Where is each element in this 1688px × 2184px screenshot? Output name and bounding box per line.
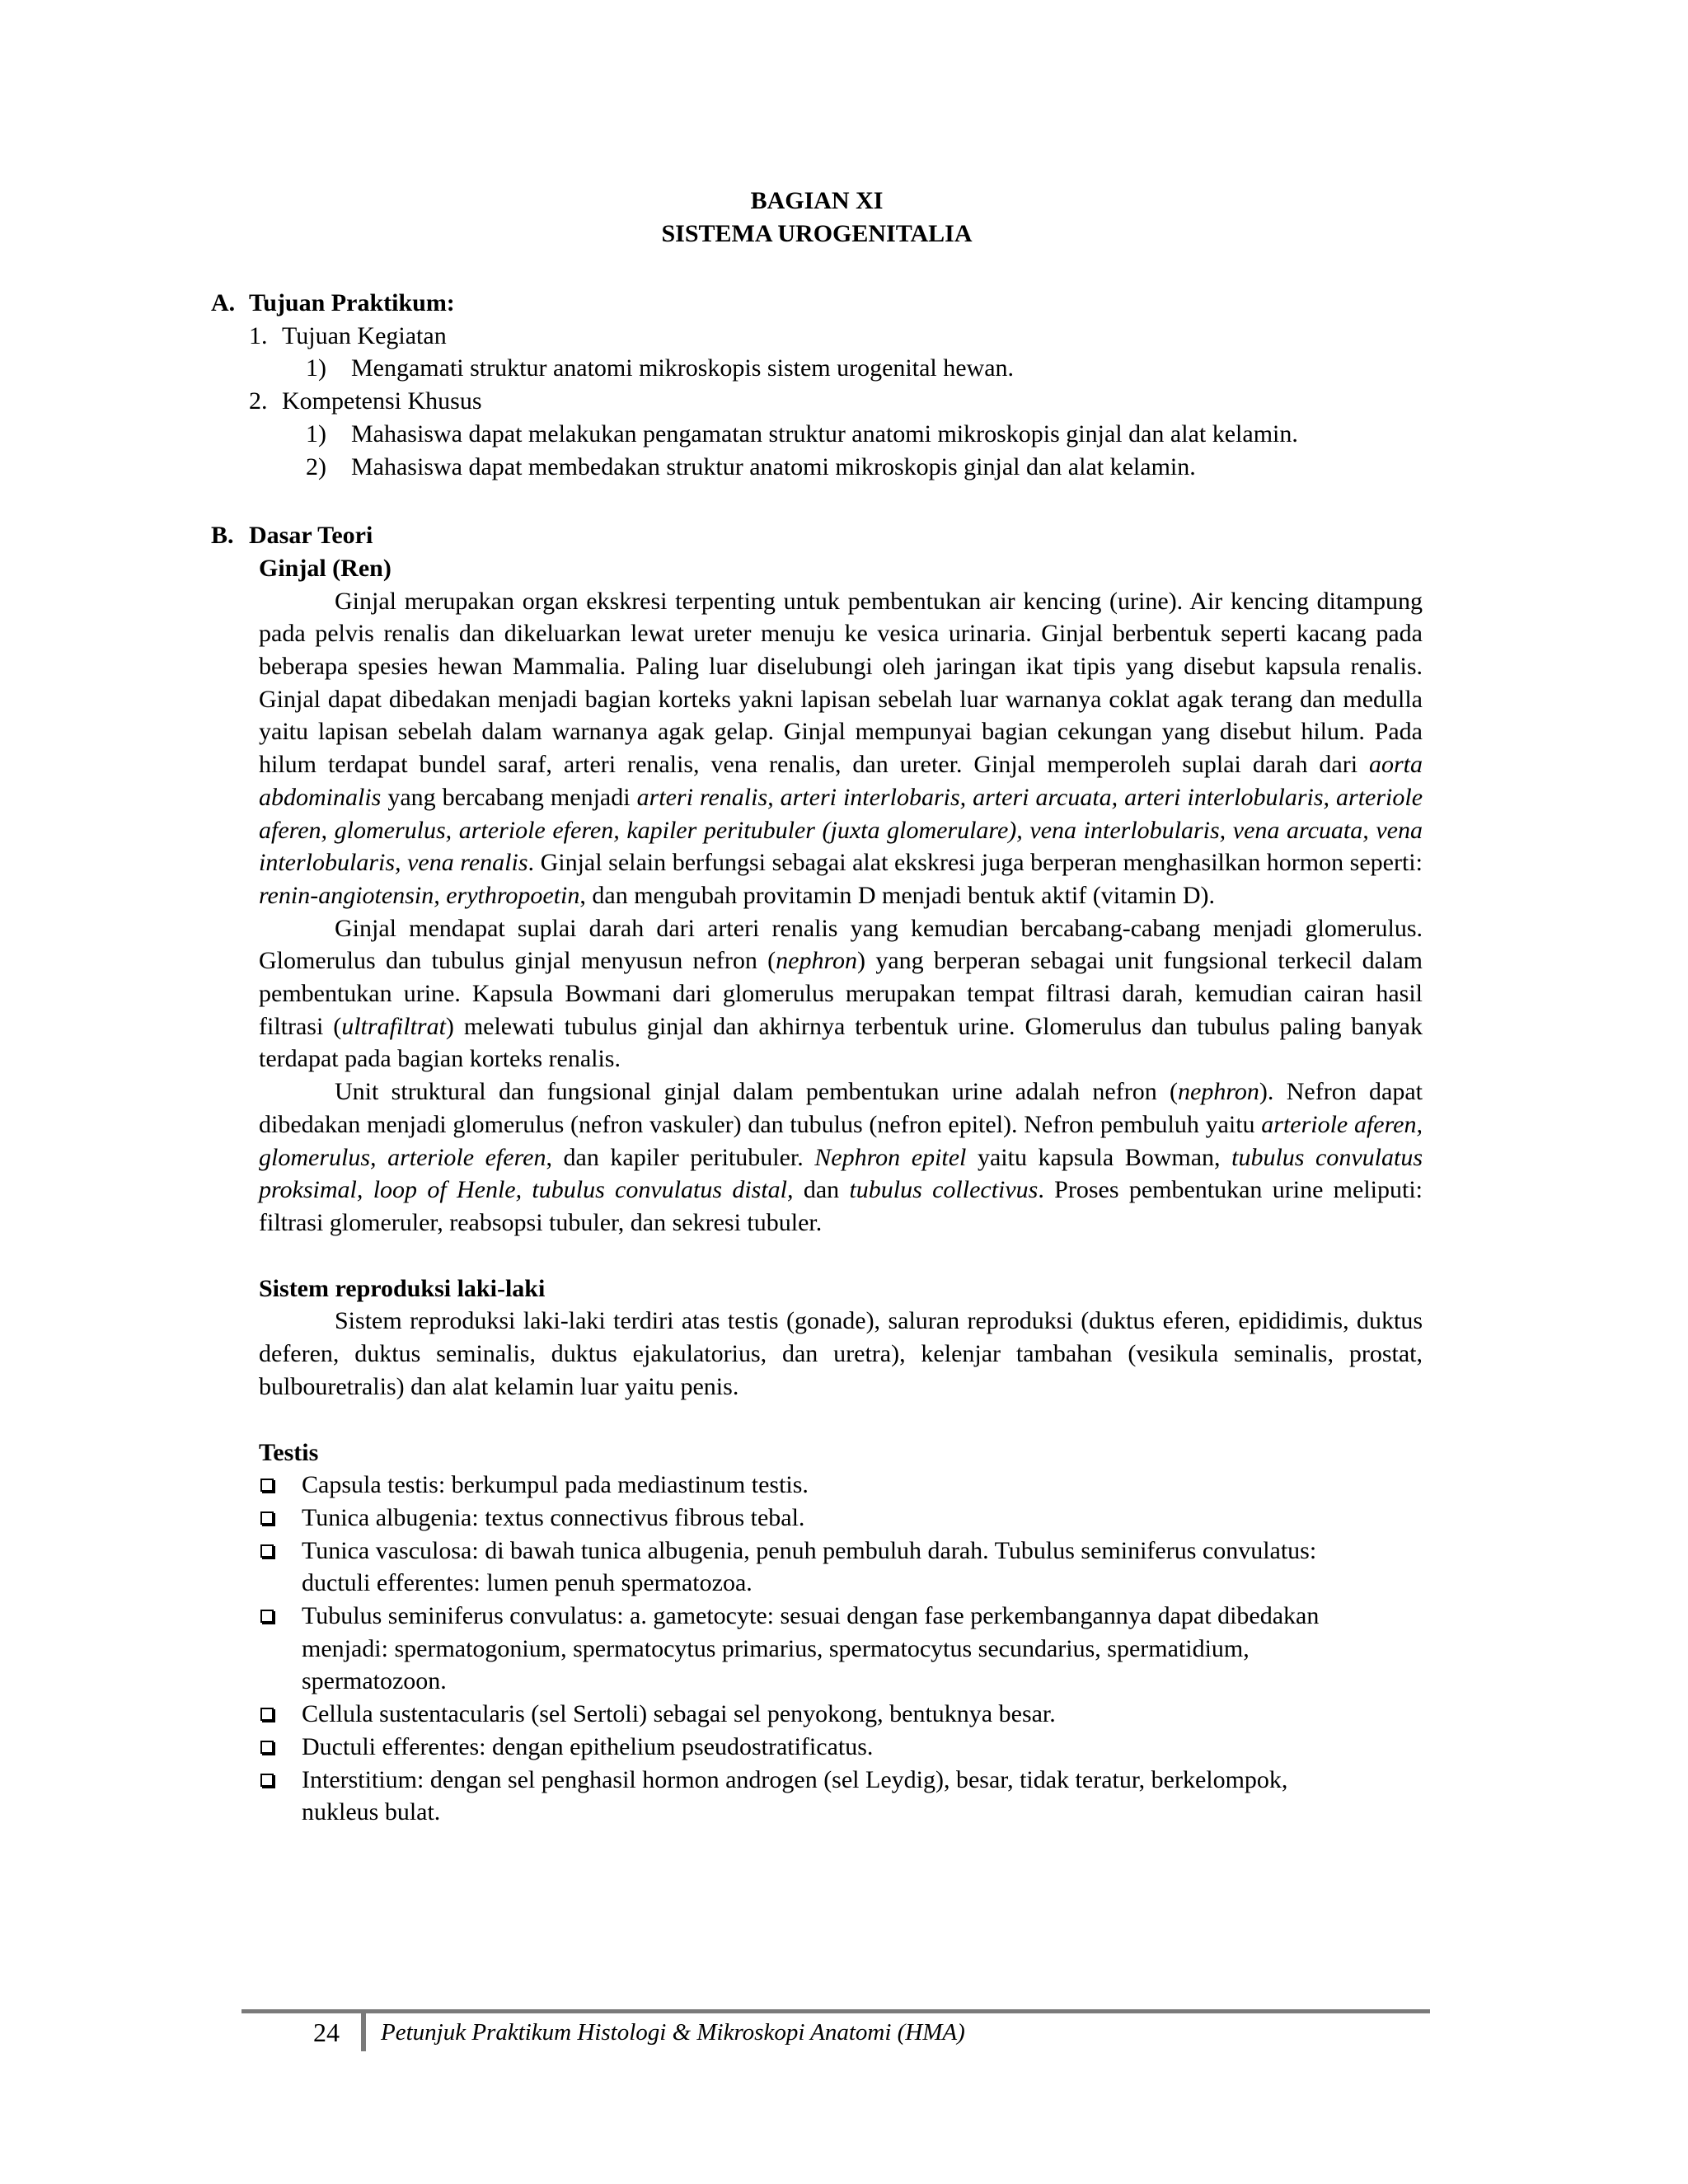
- page-content: [211, 185, 1423, 1829]
- italic-term: aorta abdominalis: [259, 751, 1423, 811]
- italic-term: arteri renalis, arteri interlobaris, arteri arcuata, arteri interlobularis, arteriole aferen, glomerulus, arteriole eferen, kapiler peritubuler (juxta glomerulare), vena interlobularis, vena arcuata, vena interlobularis, vena renalis: [259, 783, 1423, 877]
- objective-subitem-2-2: [306, 451, 1423, 484]
- ginjal-paragraph-1: Ginjal merupakan organ ekskresi terpenting untuk pembentukan air kencing (urine). Air kencing ditampung pada pelvis renalis dan dikeluarkan lewat ureter menuju ke vesica urinaria. Ginjal berbentuk seperti kacang pada beberapa spesies hewan Mammalia. Paling luar diselubungi oleh jaringan ikat tipis yang disebut kapsula renalis. Ginjal dapat dibedakan menjadi bagian korteks yakni lapisan sebelah luar warnanya coklat agak terang dan medulla yaitu lapisan sebelah dalam warnanya agak gelap. Ginjal mempunyai bagian cekungan yang disebut hilum. Pada hilum terdapat bundel saraf, arteri renalis, vena renalis, dan ureter. Ginjal memperoleh suplai darah dari aorta abdominalis yang bercabang menjadi arteri renalis, arteri interlobaris, arteri arcuata, arteri interlobularis, arteriole aferen, glomerulus, arteriole eferen, kapiler peritubuler (juxta glomerulare), vena interlobularis, vena arcuata, vena interlobularis, vena renalis. Ginjal selain berfungsi sebagai alat ekskresi juga berperan menghasilkan hormon seperti: renin-angiotensin, erythropoetin, dan mengubah provitamin D menjadi bentuk aktif (vitamin D).: [259, 587, 1423, 909]
- italic-term: arteriole aferen, glomerulus, arteriole eferen: [259, 1110, 1423, 1171]
- list-item: [259, 1698, 1355, 1731]
- testis-item-text: Ductuli efferentes: dengan epithelium pseudostratificatus.: [302, 1732, 874, 1760]
- checkbox-bullet-icon: [259, 1469, 302, 1502]
- objective-subitem-2-1-num: 1): [306, 419, 326, 448]
- section-b-letter: B.: [211, 522, 234, 550]
- testis-item-text: Tunica albugenia: textus connectivus fibrous tebal.: [302, 1503, 805, 1531]
- testis-list: [259, 1469, 1423, 1829]
- italic-term: Nephron epitel: [814, 1143, 967, 1171]
- objective-subitem-2-2-text: Mahasiswa dapat membedakan struktur anatomi mikroskopis ginjal dan alat kelamin.: [351, 452, 1196, 480]
- male-reproduction-paragraph: Sistem reproduksi laki-laki terdiri atas testis (gonade), saluran reproduksi (duktus eferen, epididimis, duktus deferen, duktus seminalis, duktus ejakulatorius, dan uretra), kelenjar tambahan (vesikula seminalis, prostat, bulbouretralis) dan alat kelamin luar yaitu penis.: [259, 1307, 1423, 1400]
- objective-item-1: [249, 320, 1423, 353]
- footer-divider: [361, 2013, 366, 2051]
- testis-item-text: Cellula sustentacularis (sel Sertoli) sebagai sel penyokong, bentuknya besar.: [302, 1700, 1056, 1728]
- checkbox-bullet-icon: [259, 1535, 302, 1600]
- objective-subitem-2-2-num: 2): [306, 452, 326, 480]
- ginjal-paragraph-3: Unit struktural dan fungsional ginjal dalam pembentukan urine adalah nefron (nephron). Nefron dapat dibedakan menjadi glomerulus (nefron vaskuler) dan tubulus (nefron epitel). Nefron pembuluh yaitu arteriole aferen, glomerulus, arteriole eferen, dan kapiler peritubuler. Nephron epitel yaitu kapsula Bowman, tubulus convulatus proksimal, loop of Henle, tubulus convulatus distal, dan tubulus collectivus. Proses pembentukan urine meliputi: filtrasi glomeruler, reabsopsi tubuler, dan sekresi tubuler.: [259, 1078, 1423, 1236]
- objective-subitem-1-1-num: 1): [306, 354, 326, 382]
- checkbox-bullet-icon: [259, 1502, 302, 1535]
- objective-item-2: [249, 385, 1423, 418]
- checkbox-bullet-icon: [259, 1698, 302, 1731]
- objective-subitem-2-1-text: Mahasiswa dapat melakukan pengamatan struktur anatomi mikroskopis ginjal dan alat kelamin.: [351, 419, 1298, 448]
- male-reproduction-heading: Sistem reproduksi laki-laki: [259, 1274, 546, 1302]
- ginjal-heading: Ginjal (Ren): [259, 554, 392, 582]
- objective-item-2-label: Kompetensi Khusus: [282, 387, 482, 415]
- objective-item-2-num: 2.: [249, 387, 268, 415]
- checkbox-bullet-icon: [259, 1600, 302, 1698]
- italic-term: tubulus collectivus: [849, 1176, 1039, 1204]
- ginjal-paragraph-2: Ginjal mendapat suplai darah dari arteri renalis yang kemudian bercabang-cabang menjadi glomerulus. Glomerulus dan tubulus ginjal menyusun nefron (nephron) yang berperan sebagai unit fungsional terkecil dalam pembentukan urine. Kapsula Bowmani dari glomerulus merupakan tempat filtrasi darah, kemudian cairan hasil filtrasi (ultrafiltrat) melewati tubulus ginjal dan akhirnya terbentuk urine. Glomerulus dan tubulus paling banyak terdapat pada bagian korteks renalis.: [259, 914, 1423, 1073]
- list-item: [259, 1600, 1355, 1698]
- checkbox-bullet-icon: [259, 1764, 302, 1829]
- section-a-heading: [211, 287, 1423, 320]
- testis-heading: Testis: [259, 1438, 319, 1466]
- list-item: [259, 1764, 1355, 1829]
- list-item: [259, 1502, 1355, 1535]
- section-a-title: Tujuan Praktikum:: [249, 289, 455, 316]
- testis-item-text: Tunica vasculosa: di bawah tunica albugenia, penuh pembuluh darah. Tubulus seminiferus convulatus: ductuli efferentes: lumen penuh spermatozoa.: [302, 1536, 1317, 1597]
- list-item: [259, 1469, 1355, 1502]
- testis-item-text: Interstitium: dengan sel penghasil hormon androgen (sel Leydig), besar, tidak teratur, berkelompok, nukleus bulat.: [302, 1765, 1288, 1826]
- chapter-number: BAGIAN XI: [750, 187, 884, 214]
- objective-subitem-2-1: [306, 418, 1423, 451]
- italic-term: nephron: [1178, 1078, 1259, 1106]
- objective-subitem-1-1-text: Mengamati struktur anatomi mikroskopis sistem urogenital hewan.: [351, 354, 1015, 382]
- list-item: [259, 1535, 1355, 1600]
- chapter-title: SISTEMA UROGENITALIA: [661, 220, 973, 247]
- testis-item-text: Tubulus seminiferus convulatus: a. gametocyte: sesuai dengan fase perkembangannya dapat dibedakan menjadi: spermatogonium, spermatocytus primarius, spermatocytus secundarius, spermatidium, spermatozoon.: [302, 1602, 1320, 1695]
- italic-term: renin-angiotensin, erythropoetin: [259, 881, 580, 909]
- section-a-letter: A.: [211, 289, 236, 316]
- objective-item-1-label: Tujuan Kegiatan: [282, 321, 447, 349]
- objective-subitem-1-1: [306, 352, 1423, 385]
- footer-rule: [241, 2009, 1430, 2013]
- italic-term: ultrafiltrat: [341, 1012, 446, 1040]
- footer-title: Petunjuk Praktikum Histologi & Mikroskopi Anatomi (HMA): [381, 2019, 965, 2046]
- testis-item-text: Capsula testis: berkumpul pada mediastinum testis.: [302, 1471, 809, 1499]
- checkbox-bullet-icon: [259, 1731, 302, 1764]
- section-b-heading: [211, 519, 1423, 552]
- italic-term: tubulus convulatus proksimal, loop of Henle, tubulus convulatus distal,: [259, 1143, 1423, 1204]
- page-number: 24: [313, 2018, 340, 2047]
- italic-term: nephron: [776, 947, 858, 975]
- objective-item-1-num: 1.: [249, 321, 268, 349]
- list-item: [259, 1731, 1355, 1764]
- section-b-title: Dasar Teori: [249, 522, 373, 550]
